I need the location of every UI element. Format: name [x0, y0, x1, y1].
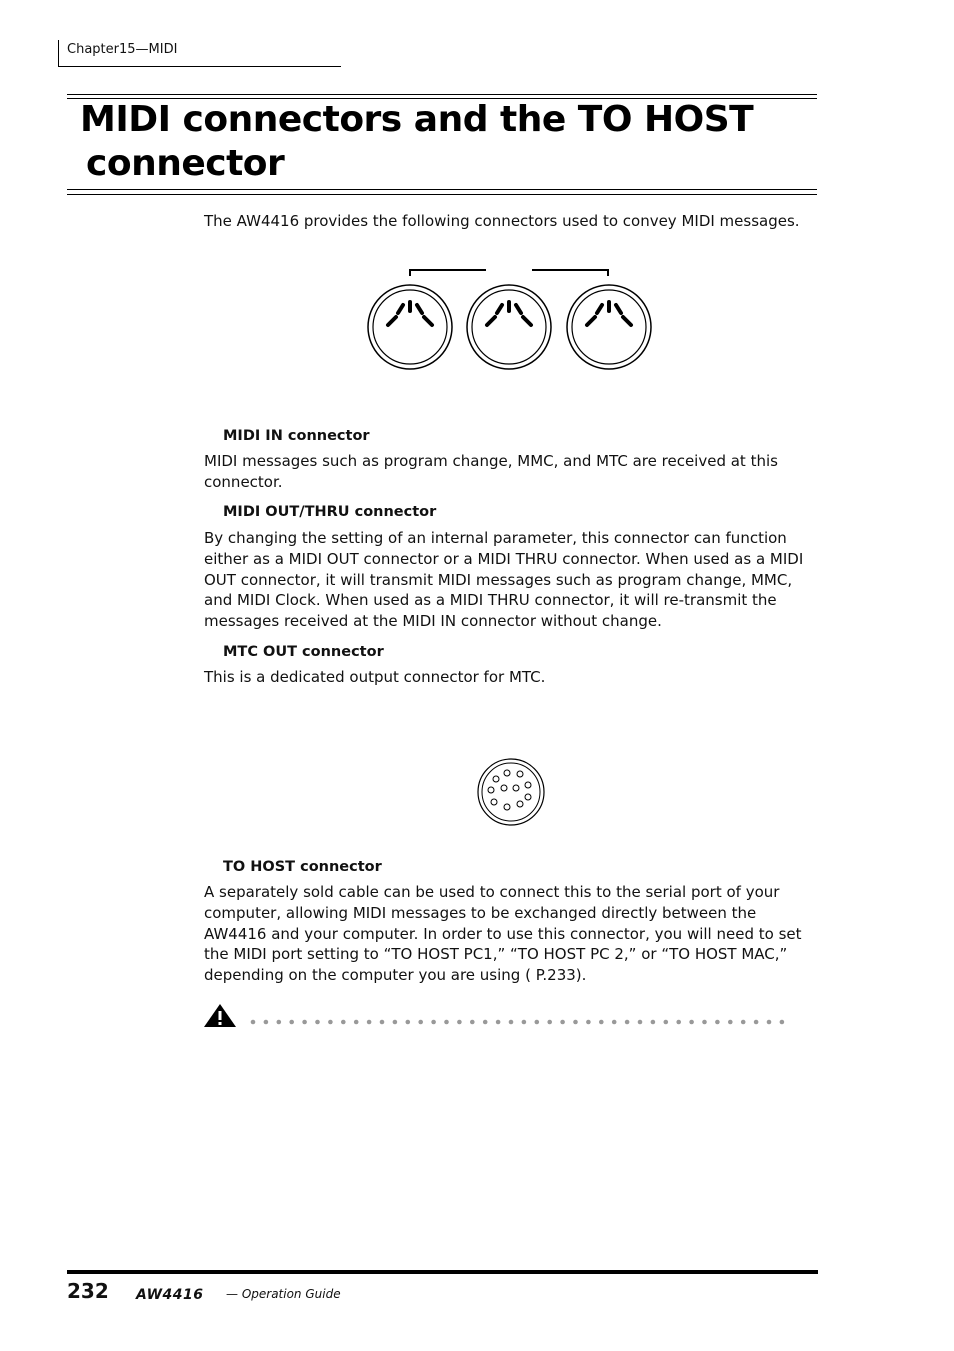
separator-dot [676, 1020, 681, 1025]
midi-out-thru-body: By changing the setting of an internal parameter, this connector can function either as a MIDI OUT connector or a MIDI THRU connector. When used as a MIDI OUT connector, it will transmit MIDI messages such as program change, MMC, and MIDI Clock. When used as a MIDI THRU connector, it will re-transmit the messages received at the MIDI IN connector without change. [204, 529, 804, 631]
separator-dot [509, 1020, 514, 1025]
separator-dot [315, 1020, 320, 1025]
separator-dot [470, 1020, 475, 1025]
operation-guide-label: — Operation Guide [226, 1287, 341, 1301]
separator-dot [547, 1020, 552, 1025]
title-rule-top [67, 94, 817, 95]
separator-dot [277, 1020, 282, 1025]
to-host-body: A separately sold cable can be used to connect this to the serial port of your computer, allowing MIDI messages to be exchanged directly between the AW4416 and your computer. In order to use this connector, you will need to set the MIDI port setting to “TO HOST PC1,” “TO HOST PC 2,” or “TO HOST MAC,” depending on the computer you are using ( P.233). [204, 883, 802, 985]
separator-dot [612, 1020, 617, 1025]
separator-dot [264, 1020, 269, 1025]
separator-dot [496, 1020, 501, 1025]
separator-dot [483, 1020, 488, 1025]
separator-dot [444, 1020, 449, 1025]
midi-din-connector-icon [467, 285, 551, 369]
mtc-out-heading: MTC OUT connector [223, 644, 384, 660]
to-host-8pin-connector-icon [476, 757, 546, 827]
separator-dot [599, 1020, 604, 1025]
midi-in-heading: MIDI IN connector [223, 428, 370, 444]
midi-bracket-left [410, 270, 486, 276]
footer-rule [67, 1270, 818, 1274]
page-number: 232 [67, 1279, 109, 1303]
separator-dot [522, 1020, 527, 1025]
separator-dot [560, 1020, 565, 1025]
separator-dot [573, 1020, 578, 1025]
to-host-heading: TO HOST connector [223, 859, 382, 875]
separator-dot [664, 1020, 669, 1025]
separator-dot [393, 1020, 398, 1025]
separator-dot [380, 1020, 385, 1025]
page-title [80, 98, 820, 186]
separator-dot [728, 1020, 733, 1025]
separator-dot [367, 1020, 372, 1025]
midi-in-body: MIDI messages such as program change, MMC, and MTC are received at this connector. [204, 452, 778, 491]
separator-dot [457, 1020, 462, 1025]
separator-dot [651, 1020, 656, 1025]
separator-dot [354, 1020, 359, 1025]
separator-dot [251, 1020, 256, 1025]
separator-dot [302, 1020, 307, 1025]
separator-dot [689, 1020, 694, 1025]
separator-dot [754, 1020, 759, 1025]
separator-dot [741, 1020, 746, 1025]
separator-dot [715, 1020, 720, 1025]
separator-dot [289, 1020, 294, 1025]
separator-dot [328, 1020, 333, 1025]
brand-logo: AW4416 [136, 1287, 204, 1303]
separator-dot [638, 1020, 643, 1025]
intro-text: The AW4416 provides the following connectors used to convey MIDI messages. [204, 212, 800, 230]
separator-dot [625, 1020, 630, 1025]
warning-note-bar [203, 1003, 793, 1029]
mtc-out-body: This is a dedicated output connector for MTC. [204, 668, 546, 686]
separator-dot [418, 1020, 423, 1025]
midi-din-connector-icon [567, 285, 651, 369]
separator-dot [341, 1020, 346, 1025]
separator-dot [780, 1020, 785, 1025]
midi-din-connector-icon [368, 285, 452, 369]
separator-dot [406, 1020, 411, 1025]
midi-connectors-illustration [360, 262, 660, 374]
separator-dot [702, 1020, 707, 1025]
warning-icon [204, 1004, 236, 1027]
midi-bracket-right [532, 270, 608, 276]
title-rule-bottom-inner [67, 194, 817, 195]
separator-dot [767, 1020, 772, 1025]
chapter-label: Chapter15—MIDI [67, 42, 178, 57]
separator-dot [535, 1020, 540, 1025]
separator-dot [431, 1020, 436, 1025]
title-rule-bottom [67, 189, 817, 190]
page-title-line1: MIDI connectors and the TO HOST [80, 99, 754, 140]
midi-out-thru-heading: MIDI OUT/THRU connector [223, 504, 437, 520]
page-title-line2: connector [86, 143, 285, 184]
separator-dot [586, 1020, 591, 1025]
dotted-separator [251, 1020, 785, 1025]
